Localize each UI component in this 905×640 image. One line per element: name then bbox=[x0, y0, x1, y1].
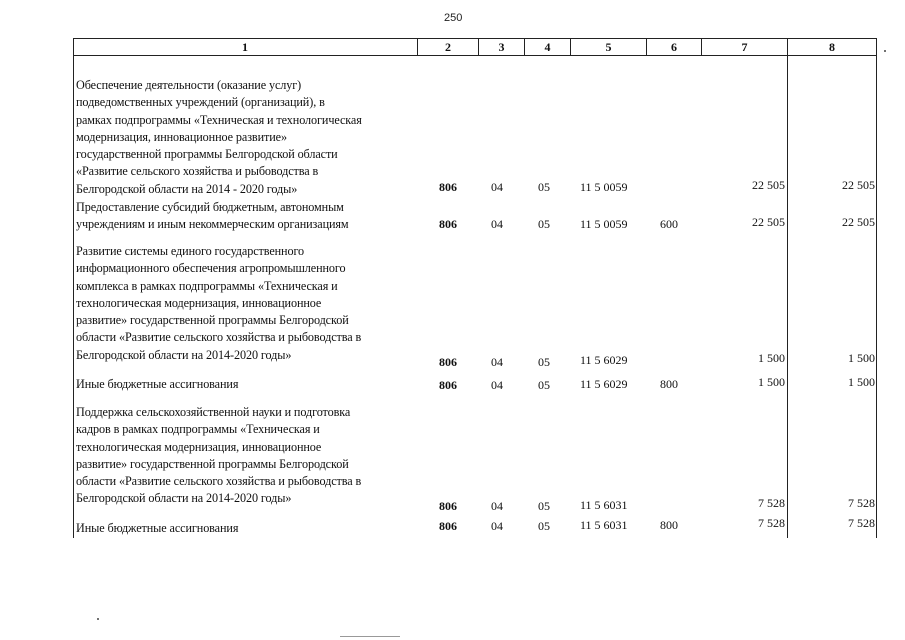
cell-rz: 04 bbox=[491, 378, 503, 392]
cell-csr: 11 5 6031 bbox=[580, 498, 628, 512]
cell-sum-col8: 22 505 bbox=[842, 178, 875, 192]
header-col-3: 3 bbox=[498, 40, 505, 54]
cell-sum-col7: 22 505 bbox=[752, 215, 785, 229]
cell-csr: 11 5 0059 bbox=[580, 217, 628, 231]
table-row bbox=[73, 518, 877, 538]
cell-ved: 806 bbox=[439, 217, 457, 231]
cell-sum-col8: 22 505 bbox=[842, 215, 875, 229]
header-col-1: 1 bbox=[242, 40, 248, 54]
header-col-2: 2 bbox=[445, 40, 451, 54]
cell-sum-col7: 7 528 bbox=[758, 496, 785, 510]
cell-ved: 806 bbox=[439, 378, 457, 392]
scan-speck bbox=[340, 636, 400, 637]
row-description: Развитие системы единого государственного информационного обеспечения агропромышленного комплекса в рамках подпрограммы «Техническая и технологическая модернизация, инновационное развитие» государственной программы Белгородской области «Развитие сельского хозяйства и рыбоводства в Белгородской области на 2014-2020 годы» bbox=[76, 244, 362, 362]
header-col-6: 6 bbox=[671, 40, 677, 54]
header-col-4: 4 bbox=[544, 40, 551, 54]
table-row bbox=[73, 199, 877, 235]
header-bottom-border bbox=[73, 55, 877, 56]
cell-csr: 11 5 6029 bbox=[580, 377, 628, 391]
table-row bbox=[73, 77, 877, 199]
row-description: Обеспечение деятельности (оказание услуг) подведомственных учреждений (организаций), в рамках подпрограммы «Техническая и технологическая модернизация, инновационное развитие» государственной программы Белгородской области «Развитие сельского хозяйства и рыбоводства в Белгородской области на 2014 - 2020 годы» bbox=[76, 78, 362, 196]
cell-sum-col8: 7 528 bbox=[848, 516, 875, 530]
cell-ved: 806 bbox=[439, 355, 457, 369]
cell-ved: 806 bbox=[439, 180, 457, 194]
cell-pr: 05 bbox=[538, 355, 550, 369]
cell-sum-col7: 22 505 bbox=[752, 178, 785, 192]
cell-pr: 05 bbox=[538, 378, 550, 392]
row-description: Иные бюджетные ассигнования bbox=[76, 377, 239, 391]
budget-table bbox=[73, 38, 877, 538]
header-col-7: 7 bbox=[741, 40, 748, 54]
cell-pr: 05 bbox=[538, 499, 550, 513]
table-row bbox=[73, 243, 877, 371]
cell-sum-col7: 1 500 bbox=[758, 351, 785, 365]
page-number: 250 bbox=[444, 12, 463, 24]
cell-rz: 04 bbox=[491, 217, 503, 231]
cell-sum-col7: 1 500 bbox=[758, 375, 785, 389]
cell-vr: 800 bbox=[660, 518, 678, 532]
cell-ved: 806 bbox=[439, 519, 457, 533]
scan-speck bbox=[97, 618, 99, 620]
header-col-8: 8 bbox=[829, 40, 835, 54]
cell-rz: 04 bbox=[491, 180, 503, 194]
row-description: Иные бюджетные ассигнования bbox=[76, 521, 239, 535]
cell-vr: 600 bbox=[660, 217, 678, 231]
cell-sum-col8: 7 528 bbox=[848, 496, 875, 510]
table-row bbox=[73, 404, 877, 516]
cell-pr: 05 bbox=[538, 519, 550, 533]
cell-sum-col8: 1 500 bbox=[848, 351, 875, 365]
scan-speck bbox=[884, 50, 886, 52]
cell-pr: 05 bbox=[538, 217, 550, 231]
cell-sum-col7: 7 528 bbox=[758, 516, 785, 530]
cell-csr: 11 5 0059 bbox=[580, 180, 628, 194]
cell-rz: 04 bbox=[491, 355, 503, 369]
row-description: Предоставление субсидий бюджетным, автономным учреждениям и иным некоммерческим организациям bbox=[76, 200, 349, 232]
row-description: Поддержка сельскохозяйственной науки и подготовка кадров в рамках подпрограммы «Техническая и технологическая модернизация, инновационное развитие» государственной программы Белгородской области «Развитие сельского хозяйства и рыбоводства в Белгородской области на 2014-2020 годы» bbox=[76, 405, 362, 506]
cell-rz: 04 bbox=[491, 519, 503, 533]
table-row bbox=[73, 376, 877, 396]
cell-rz: 04 bbox=[491, 499, 503, 513]
cell-vr: 800 bbox=[660, 377, 678, 391]
cell-ved: 806 bbox=[439, 499, 457, 513]
header-col-5: 5 bbox=[605, 40, 612, 54]
cell-csr: 11 5 6029 bbox=[580, 353, 628, 367]
cell-sum-col8: 1 500 bbox=[848, 375, 875, 389]
header-top-border bbox=[73, 38, 877, 39]
cell-csr: 11 5 6031 bbox=[580, 518, 628, 532]
cell-pr: 05 bbox=[538, 180, 550, 194]
